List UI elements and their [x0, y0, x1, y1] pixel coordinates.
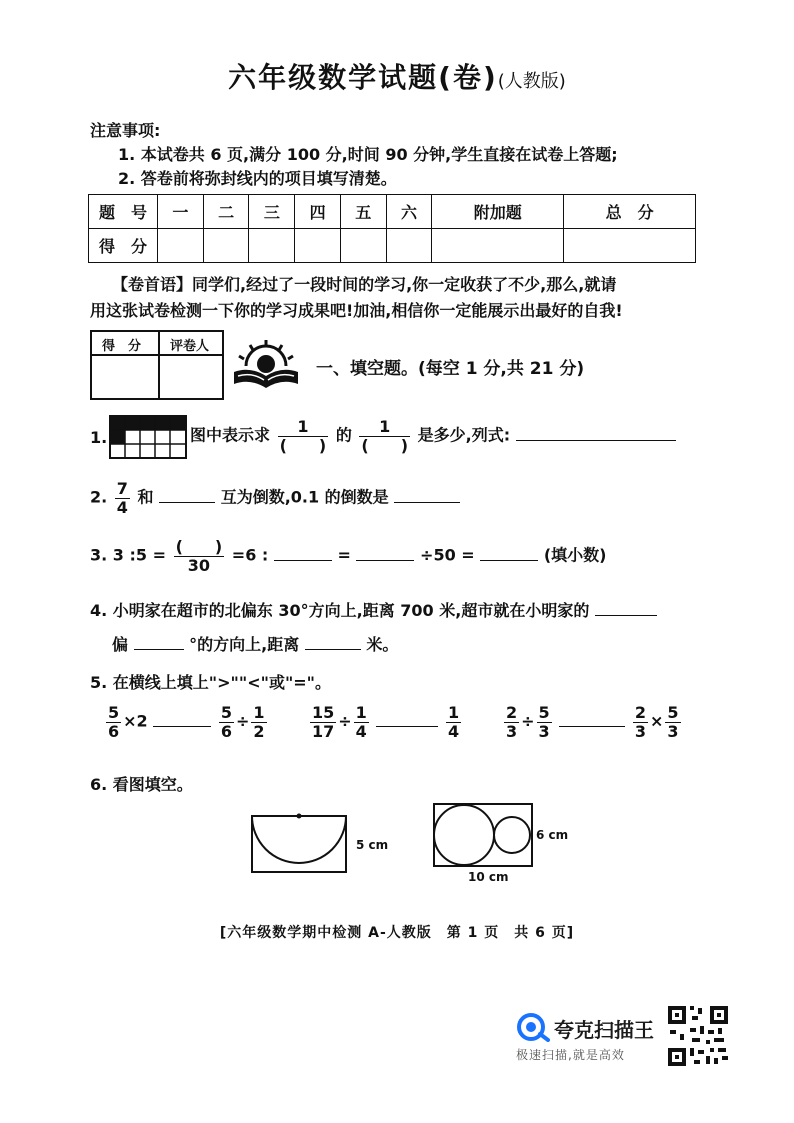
score-table: [88, 194, 696, 263]
notice-line-1: 1. 本试卷共 6 页,满分 100 分,时间 90 分钟,学生直接在试卷上答题;: [118, 145, 618, 164]
q2-fraction: [115, 480, 130, 516]
q5-e1-frac-b: [219, 704, 234, 740]
score-cell: 四: [295, 195, 341, 229]
preface-line-1: 【卷首语】同学们,经过了一段时间的学习,你一定收获了不少,那么,就请: [112, 275, 617, 294]
q2-frac-den: 4: [116, 497, 128, 517]
frac-den: 3: [667, 721, 679, 741]
q2-line: [90, 480, 460, 516]
frac-num: 5: [220, 703, 232, 722]
frac-den: 3: [506, 721, 518, 741]
q4-blank-2[interactable]: [134, 649, 184, 650]
q4-text-2a: 偏: [112, 635, 129, 654]
frac-num: 5: [667, 703, 679, 722]
q5-e2-frac-b: [354, 704, 369, 740]
q4-blank-3[interactable]: [305, 649, 361, 650]
score-table-header-row: [89, 195, 696, 229]
score-row-label: 得 分: [89, 229, 158, 263]
q5-e3-frac-c: [633, 704, 648, 740]
frac-num: 2: [506, 703, 518, 722]
sun-book-icon: [230, 336, 302, 392]
frac-den: 3: [538, 721, 550, 741]
score-cell: 一: [158, 195, 204, 229]
q3-blank-2[interactable]: [356, 560, 414, 561]
frac-den: 2: [253, 721, 265, 741]
q5-e1-frac-c: [251, 704, 266, 740]
frac-den: 3: [634, 721, 646, 741]
q4-blank-1[interactable]: [595, 615, 657, 616]
q2-blank-2[interactable]: [394, 502, 460, 503]
q1-answer-blank[interactable]: [516, 440, 676, 441]
q1-frac1-den[interactable]: ( ): [279, 435, 327, 455]
q3-blank-1[interactable]: [274, 560, 332, 561]
frac-num: 2: [634, 703, 646, 722]
operator: ÷: [235, 711, 250, 731]
q1-fraction-2: [359, 418, 410, 454]
frac-num: 5: [108, 703, 120, 722]
score-input-cell[interactable]: [158, 229, 204, 263]
score-cell: 总 分: [564, 195, 696, 229]
q1-frac1-num: 1: [278, 418, 329, 437]
q3-lead: 3. 3 :5 =: [90, 545, 166, 565]
frac-den: 4: [355, 721, 367, 741]
page-footer: [六年级数学期中检测 A-人教版 第 1 页 共 6 页]: [219, 925, 575, 941]
q4-text-2c: 米。: [366, 635, 399, 654]
score-cell: 题 号: [89, 195, 158, 229]
q6-fig2-bottom-label: 10 cm: [468, 870, 509, 884]
frac-den: 17: [312, 721, 335, 741]
q4-line-1: [90, 598, 657, 621]
notice-heading: 注意事项:: [90, 121, 161, 140]
q6-instruction: 6. 看图填空。: [90, 775, 193, 794]
watermark-brand: 夸克扫描王: [554, 1018, 654, 1042]
score-input-cell[interactable]: [203, 229, 249, 263]
q5-e3-frac-d: [665, 704, 680, 740]
q5-blank-2[interactable]: [376, 726, 438, 727]
score-input-cell[interactable]: [386, 229, 432, 263]
q5-instruction: 5. 在横线上填上">""<"或"="。: [90, 673, 332, 692]
score-input-cell[interactable]: [564, 229, 696, 263]
q5-e2-frac-c: [446, 704, 461, 740]
q5-e3-frac-a: [504, 704, 519, 740]
q5-e2-frac-a: [310, 704, 336, 740]
score-table-score-row: [89, 229, 696, 263]
q1-line: [190, 418, 676, 454]
grader-score-label: 得 分: [102, 339, 142, 354]
q5-blank-1[interactable]: [153, 726, 211, 727]
q3-eq3: ÷50 =: [420, 545, 475, 565]
frac-num: 1: [355, 703, 367, 722]
score-cell: 三: [249, 195, 295, 229]
q6-fig2-right-label: 6 cm: [536, 828, 569, 842]
frac-den: 4: [447, 721, 460, 741]
q1-grid-figure: [108, 414, 188, 460]
frac-den: 6: [220, 721, 232, 741]
notice-line-2: 2. 答卷前将弥封线内的项目填写清楚。: [118, 169, 397, 188]
watermark-slogan: 极速扫描,就是高效: [516, 1048, 625, 1062]
operator: ×2: [123, 711, 148, 731]
qr-code-icon: [666, 1004, 730, 1068]
q2-blank-1[interactable]: [159, 502, 215, 503]
grader-name-label: 评卷人: [170, 339, 210, 354]
q5-e3-frac-b: [537, 704, 552, 740]
title-edition: (人教版): [497, 71, 566, 92]
frac-num: 5: [538, 703, 550, 722]
q2-number: 2.: [90, 487, 108, 507]
score-cell: 附加题: [432, 195, 564, 229]
frac-num: 1: [447, 703, 460, 722]
q3-blank-3[interactable]: [480, 560, 538, 561]
q3-tail: (填小数): [543, 545, 607, 565]
frac-den: 6: [108, 721, 120, 741]
score-cell: 二: [203, 195, 249, 229]
q6-circles-figure: [432, 802, 534, 868]
q4-text-1: 4. 小明家在超市的北偏东 30°方向上,距离 700 米,超市就在小明家的: [90, 601, 590, 620]
section-1-title: 一、填空题。(每空 1 分,共 21 分): [316, 359, 585, 379]
q3-line: [90, 538, 606, 574]
q5-expression-1: [104, 704, 269, 740]
score-cell: 五: [340, 195, 386, 229]
q1-fraction-1: [278, 418, 329, 454]
q6-fig1-label: 5 cm: [356, 838, 389, 852]
score-input-cell[interactable]: [432, 229, 564, 263]
q5-expression-2: [308, 704, 463, 740]
q3-eq2: =: [337, 545, 351, 565]
q1-number: 1.: [90, 428, 108, 447]
preface-line-2: 用这张试卷检测一下你的学习成果吧!加油,相信你一定能展示出最好的自我!: [90, 301, 623, 320]
grader-box: [90, 330, 224, 400]
score-cell: 六: [386, 195, 432, 229]
q4-text-2b: °的方向上,距离: [189, 635, 300, 654]
operator: ×: [649, 711, 664, 731]
q3-fraction: [174, 538, 225, 574]
title-main: 六年级数学试题(卷): [228, 61, 498, 94]
q6-semicircle-figure: [250, 812, 350, 874]
q4-line-2: [112, 632, 398, 655]
page-title: [0, 56, 794, 96]
frac-num: 1: [253, 703, 265, 722]
q1-text-c: 是多少,列式:: [417, 425, 511, 445]
q1-frac2-num: 1: [359, 418, 410, 437]
q1-text-b: 的: [335, 425, 352, 445]
q5-expression-3: [502, 704, 683, 740]
operator: ÷: [338, 711, 352, 731]
grader-box-divider: [158, 332, 160, 398]
q3-frac-den: 30: [187, 555, 211, 575]
q3-frac-num[interactable]: ( ): [175, 537, 223, 556]
q2-text-b: 互为倒数,0.1 的倒数是: [220, 487, 389, 507]
score-input-cell[interactable]: [295, 229, 341, 263]
score-input-cell[interactable]: [249, 229, 295, 263]
q1-text-a: 图中表示求: [190, 425, 271, 445]
score-input-cell[interactable]: [340, 229, 386, 263]
q3-eq1: =6 :: [231, 545, 269, 565]
q1-frac2-den[interactable]: ( ): [361, 435, 409, 455]
q2-text-a: 和: [137, 487, 154, 507]
q2-frac-num: 7: [116, 479, 128, 498]
q5-e1-frac-a: [106, 704, 121, 740]
frac-num: 15: [312, 703, 335, 722]
q5-blank-3[interactable]: [559, 726, 625, 727]
operator: ÷: [521, 711, 535, 731]
quark-logo-icon: [516, 1012, 552, 1042]
